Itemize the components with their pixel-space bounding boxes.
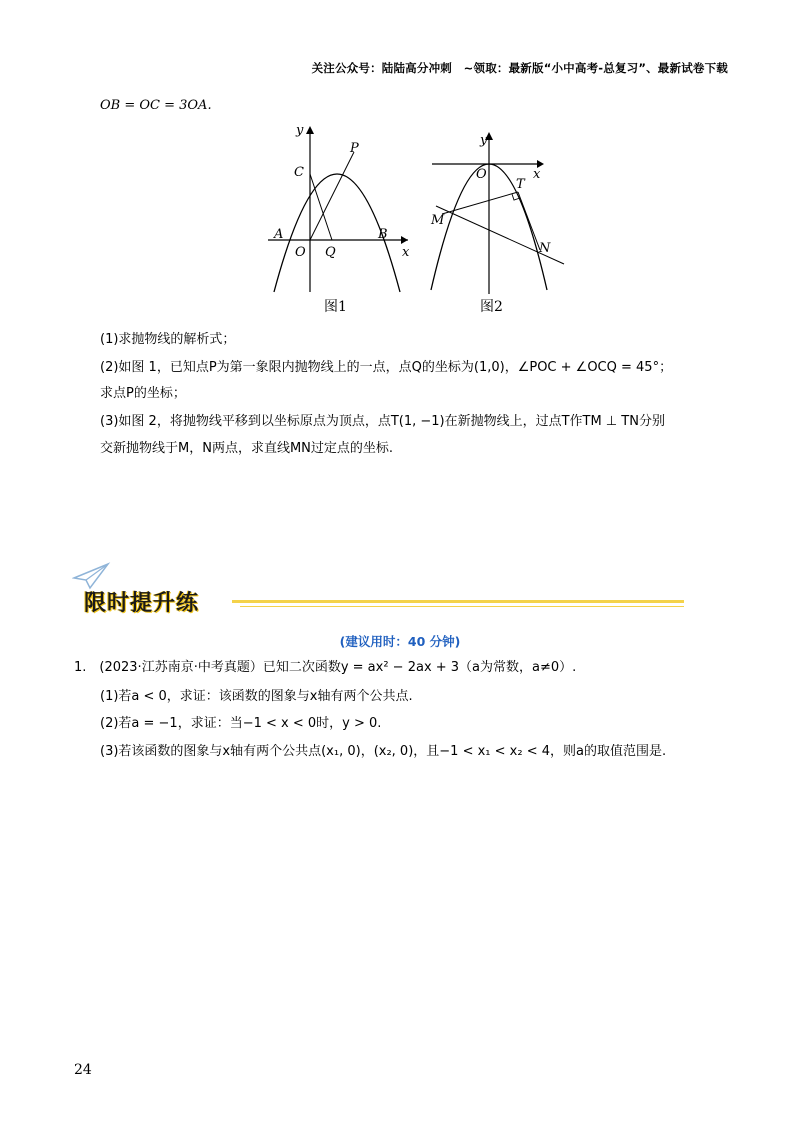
page-header: 关注公众号：陆陆高分冲刺 ~领取：最新版“小中高考-总复习”、最新试卷下载	[311, 61, 728, 75]
fig1-label-O: O	[295, 245, 306, 260]
fig1-x-arrow	[401, 236, 408, 244]
figure-2-caption: 图2	[480, 299, 503, 315]
fig1-line-CQ	[310, 174, 332, 240]
section-title: 限时提升练	[84, 591, 200, 616]
fig2-line-TM	[442, 192, 518, 214]
section-divider-thin	[240, 606, 684, 607]
fig2-label-M: M	[431, 213, 445, 228]
fig2-label-T: T	[516, 177, 525, 192]
problem1-intro: 1. (2023·江苏南京·中考真题）已知二次函数y = ax² − 2ax + 3（a为常数，a≠0）.	[74, 660, 577, 675]
prev-q1: (1)求抛物线的解析式；	[100, 332, 236, 347]
fig1-label-B: B	[378, 227, 388, 242]
prev-q3-line1: (3)如图 2，将抛物线平移到以坐标原点为顶点，点T(1, −1)在新抛物线上，过点T作TM ⊥ TN分别	[100, 414, 665, 429]
figure-1	[262, 120, 412, 295]
fig1-label-Q: Q	[325, 245, 336, 260]
problem1-q1: (1)若a < 0，求证：该函数的图象与x轴有两个公共点.	[100, 689, 413, 704]
problem1-q3: (3)若该函数的图象与x轴有两个公共点(x₁, 0)，(x₂, 0)，且−1 < x₁ < x₂ < 4，则a的取值范围是.	[100, 744, 667, 759]
figure-1-caption: 图1	[324, 299, 347, 315]
figure-2	[428, 128, 573, 298]
fig2-label-y: y	[480, 133, 488, 148]
fig2-label-N: N	[539, 241, 551, 256]
fig2-label-x: x	[533, 167, 541, 182]
fig1-y-arrow	[306, 126, 314, 134]
suggested-time: (建议用时：40 分钟)	[339, 634, 461, 649]
fig1-label-C: C	[294, 165, 304, 180]
problem1-q2: (2)若a = −1，求证：当−1 < x < 0时，y > 0.	[100, 716, 382, 731]
prev-q2-line1: (2)如图 1，已知点P为第一象限内抛物线上的一点，点Q的坐标为(1,0)，∠POC + ∠OCQ = 45°；	[100, 360, 673, 375]
prev-q3-line2: 交新抛物线于M，N两点，求直线MN过定点的坐标.	[100, 441, 394, 456]
fig1-line-OP	[310, 152, 354, 240]
fig2-label-O: O	[476, 167, 487, 182]
prev-condition: OB = OC = 3OA.	[100, 98, 212, 113]
fig1-label-x: x	[402, 245, 410, 260]
fig1-label-y: y	[296, 123, 304, 138]
prev-q2-line2: 求点P的坐标；	[100, 386, 186, 401]
page-number: 24	[74, 1062, 92, 1078]
section-divider-thick	[232, 600, 684, 603]
fig2-line-TN	[518, 192, 540, 250]
fig1-label-A: A	[274, 227, 284, 242]
fig1-label-P: P	[350, 141, 359, 156]
